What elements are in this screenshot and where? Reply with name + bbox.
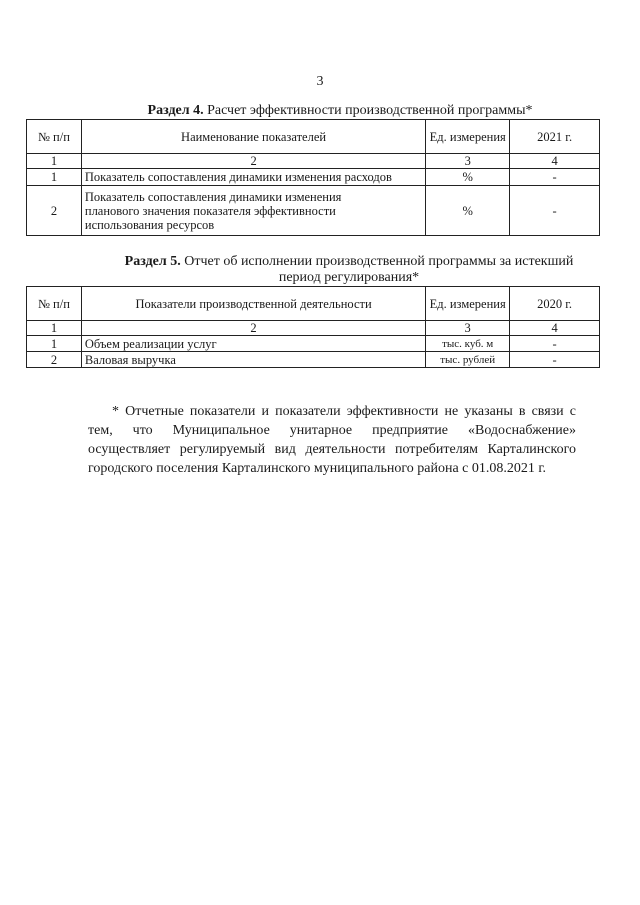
- index-cell: 3: [426, 321, 510, 336]
- table-header-row: [27, 287, 600, 321]
- row-value: -: [510, 169, 600, 186]
- index-cell: 2: [81, 321, 425, 336]
- index-cell: 4: [510, 321, 600, 336]
- table-row: [27, 169, 600, 186]
- section5-heading: [104, 254, 594, 286]
- row-value: -: [510, 336, 600, 352]
- row-name: Показатель сопоставления динамики изменения планового значения показателя эффективности использования ресурсов: [81, 186, 425, 236]
- index-cell: 1: [27, 154, 82, 169]
- table-row: [27, 336, 600, 352]
- row-num: 1: [27, 169, 82, 186]
- header-num: № п/п: [27, 120, 82, 154]
- header-year: 2021 г.: [510, 120, 600, 154]
- table-index-row: [27, 321, 600, 336]
- header-unit: Ед. измерения: [426, 287, 510, 321]
- footnote-line: * Отчетные показатели и показатели эффективности не указаны в связи с: [112, 404, 576, 419]
- footnote-line: тем, что Муниципальное унитарное предприятие «Водоснабжение»: [88, 423, 576, 438]
- section5-heading-text: Отчет об исполнении производственной программы за истекший период регулирования*: [180, 254, 574, 285]
- footnote: [88, 402, 576, 478]
- table-row: [27, 186, 600, 236]
- header-unit: Ед. измерения: [426, 120, 510, 154]
- row-num: 2: [27, 186, 82, 236]
- table-index-row: [27, 154, 600, 169]
- section4-heading-bold: Раздел 4.: [147, 103, 204, 118]
- row-num: 2: [27, 352, 82, 368]
- row-unit: тыс. куб. м: [426, 336, 510, 352]
- section4-table: [26, 119, 600, 236]
- table-row: [27, 352, 600, 368]
- section4-heading-text: Расчет эффективности производственной программы*: [203, 103, 533, 118]
- header-name: Наименование показателей: [81, 120, 425, 154]
- row-value: -: [510, 352, 600, 368]
- footnote-line: осуществляет регулируемый вид деятельности потребителям Карталинского: [88, 442, 576, 457]
- row-name: Валовая выручка: [81, 352, 425, 368]
- section5-table: [26, 286, 600, 368]
- index-cell: 3: [426, 154, 510, 169]
- table-header-row: [27, 120, 600, 154]
- row-name: Объем реализации услуг: [81, 336, 425, 352]
- section4-heading: [60, 103, 620, 119]
- header-year: 2020 г.: [510, 287, 600, 321]
- row-value: -: [510, 186, 600, 236]
- header-name: Показатели производственной деятельности: [81, 287, 425, 321]
- footnote-line: городского поселения Карталинского муниципального района с 01.08.2021 г.: [88, 461, 547, 476]
- header-num: № п/п: [27, 287, 82, 321]
- row-unit: тыс. рублей: [426, 352, 510, 368]
- row-unit: %: [426, 186, 510, 236]
- page-number: 3: [316, 74, 324, 89]
- section5-heading-bold: Раздел 5.: [124, 254, 181, 269]
- row-num: 1: [27, 336, 82, 352]
- row-unit: %: [426, 169, 510, 186]
- index-cell: 2: [81, 154, 425, 169]
- index-cell: 1: [27, 321, 82, 336]
- row-name: Показатель сопоставления динамики изменения расходов: [81, 169, 425, 186]
- index-cell: 4: [510, 154, 600, 169]
